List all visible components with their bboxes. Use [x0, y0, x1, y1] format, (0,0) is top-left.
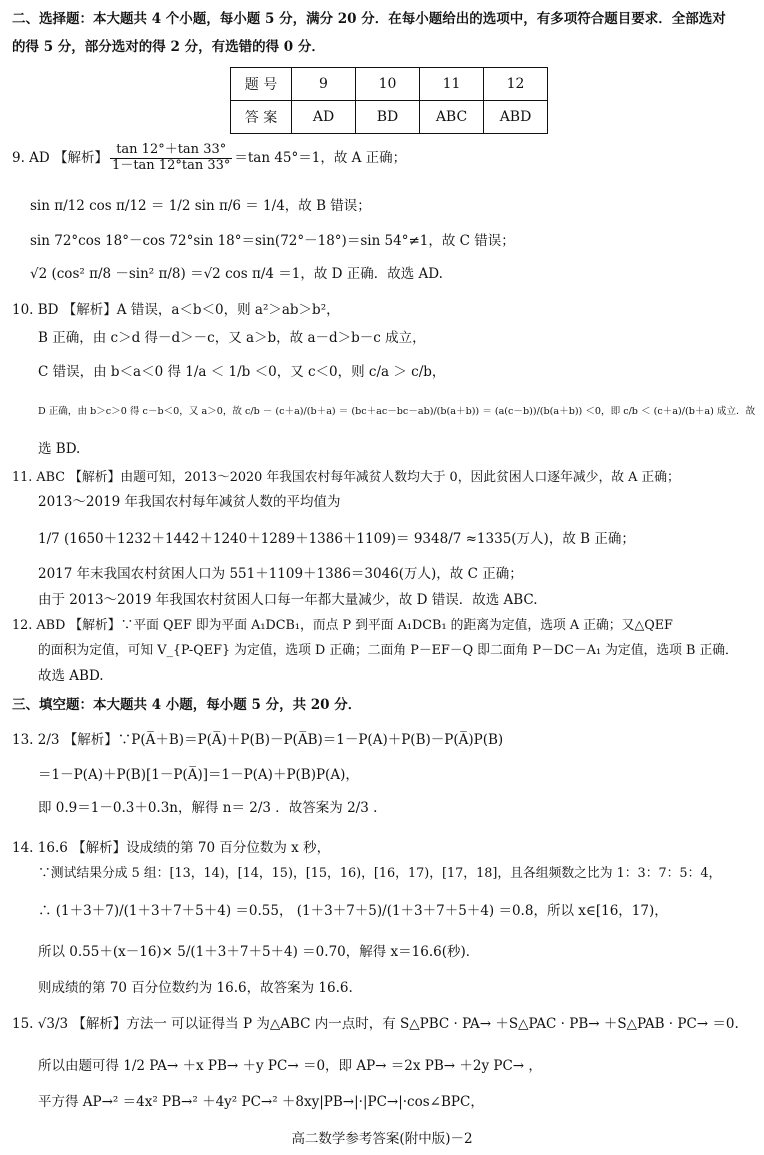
q11-line4: 2017 年末我国农村贫困人口为 551＋1109＋1386＝3046(万人)，故 C 正确；	[38, 566, 523, 582]
section3-heading: 三、填空题：本大题共 4 小题，每小题 5 分，共 20 分．	[12, 697, 362, 713]
q14-line2: ∵测试结果分成 5 组：[13，14)，[14，15)，[15，16)，[16，17)，[17，18]，且各组频数之比为 1：3：7：5：4，	[38, 866, 722, 881]
q9-line2: sin π/12 cos π/12 ＝ 1/2 sin π/6 ＝ 1/4，故 B 错误；	[30, 198, 371, 214]
section2-heading-line2: 的得 5 分，部分选对的得 2 分，有选错的得 0 分．	[12, 39, 325, 55]
table-cell-number: 11	[420, 68, 484, 101]
table-cell-answer: BD	[356, 101, 420, 134]
q10-line2: B 正确，由 c＞d 得－d＞－c，又 a＞b，故 a－d＞b－c 成立，	[38, 330, 426, 346]
q9-fraction	[110, 143, 232, 174]
q12-line3: 故选 ABD.	[38, 668, 104, 684]
q9-line3: sin 72°cos 18°－cos 72°sin 18°＝sin(72°－18°)＝sin 54°≠1，故 C 错误；	[30, 233, 515, 249]
q13-line3: 即 0.9＝1－0.3＋0.3n，解得 n＝ 2/3 ．故答案为 2/3 .	[38, 800, 378, 816]
q14-line4: 所以 0.55＋(x－16)× 5/(1＋3＋7＋5＋4) ＝0.70，解得 x＝16.6(秒)．	[38, 944, 480, 960]
q11-line5: 由于 2013～2019 年我国农村贫困人口每一年都大量减少，故 D 错误．故选 ABC.	[38, 592, 538, 608]
q15-line1: 15. √3/3 【解析】方法一 可以证得当 P 为△ABC 内一点时，有 S△PBC · PA→ ＋S△PAC · PB→ ＋S△PAB · PC→ ＝0.	[12, 1016, 739, 1032]
table-cell-number: 10	[356, 68, 420, 101]
q14-line3: ∴ (1＋3＋7)/(1＋3＋7＋5＋4) ＝0.55， (1＋3＋7＋5)/(1＋3＋7＋5＋4) ＝0.8，所以 x∈[16，17)，	[38, 903, 668, 919]
table-cell-answer: ABD	[484, 101, 548, 134]
q9-frac-num: tan 12°＋tan 33°	[110, 143, 232, 159]
table-cell-answer: AD	[292, 101, 356, 134]
q13-line1: 13. 2/3 【解析】∵P(A̅＋B)＝P(A̅)＋P(B)－P(A̅B)＝1－P(A)＋P(B)－P(A̅)P(B)	[12, 732, 504, 748]
q9-prefix: 9. AD 【解析】	[12, 149, 109, 166]
page-footer: 高二数学参考答案(附中版)－2	[291, 1131, 473, 1147]
section2-heading-line1: 二、选择题：本大题共 4 个小题，每小题 5 分，满分 20 分．在每小题给出的选项中，有多项符合题目要求．全部选对	[12, 11, 726, 27]
table-cell-number: 9	[292, 68, 356, 101]
table-header-label: 题 号	[231, 68, 292, 101]
answer-table	[230, 67, 548, 134]
q9-line1	[12, 143, 406, 174]
table-cell-number: 12	[484, 68, 548, 101]
q11-line2: 2013～2019 年我国农村每年减贫人数的平均值为	[38, 494, 341, 510]
answer-table-header-row	[231, 68, 548, 101]
q9-line4: √2 (cos² π/8 －sin² π/8) ＝√2 cos π/4 ＝1，故 D 正确．故选 AD.	[30, 266, 443, 282]
table-answer-label: 答 案	[231, 101, 292, 134]
q9-frac-den: 1－tan 12°tan 33°	[112, 157, 231, 173]
q13-line2: ＝1－P(A)＋P(B)[1－P(A̅)]＝1－P(A)＋P(B)P(A)，	[38, 767, 359, 783]
q12-line2: 的面积为定值，可知 V_{P-QEF} 为定值，选项 D 正确；二面角 P－EF－Q 即二面角 P－DC－A₁ 为定值，选项 B 正确．	[38, 643, 738, 658]
q15-line3: 平方得 AP→² ＝4x² PB→² ＋4y² PC→² ＋8xy|PB→|·|PC→|·cos∠BPC，	[38, 1094, 484, 1110]
q11-line3: 1/7 (1650＋1232＋1442＋1240＋1289＋1386＋1109)＝ 9348/7 ≈1335(万人)，故 B 正确；	[38, 531, 635, 547]
q11-line1: 11. ABC 【解析】由题可知，2013～2020 年我国农村每年减贫人数均大于 0，因此贫困人口逐年减少，故 A 正确；	[12, 470, 680, 485]
q10-line5: 选 BD.	[38, 441, 81, 457]
q12-line1: 12. ABD 【解析】∵平面 QEF 即为平面 A₁DCB₁，而点 P 到平面 A₁DCB₁ 的距离为定值，选项 A 正确；又△QEF	[12, 618, 673, 633]
table-cell-answer: ABC	[420, 101, 484, 134]
q9-after: ＝tan 45°＝1，故 A 正确；	[234, 149, 407, 166]
q14-line1: 14. 16.6 【解析】设成绩的第 70 百分位数为 x 秒，	[12, 840, 331, 856]
q10-line3: C 错误，由 b＜a＜0 得 1/a ＜ 1/b ＜0，又 c＜0，则 c/a ＞ c/b，	[38, 364, 446, 380]
q10-line1: 10. BD 【解析】A 错误，a＜b＜0，则 a²＞ab＞b²，	[12, 302, 340, 318]
q14-line5: 则成绩的第 70 百分位数约为 16.6，故答案为 16.6.	[38, 980, 353, 996]
q10-line4: D 正确，由 b＞c＞0 得 c－b＜0，又 a＞0，故 c/b － (c＋a)/(b＋a) ＝ (bc＋ac－bc－ab)/(b(a＋b)) ＝ (a(c－b))/(b(a＋b)) ＜0，即 c/b ＜ (c＋a)/(b＋a) 成立．故	[38, 406, 756, 417]
q15-line2: 所以由题可得 1/2 PA→ ＋x PB→ ＋y PC→ ＝0，即 AP→ ＝2x PB→ ＋2y PC→ ，	[38, 1058, 542, 1074]
answer-table-answer-row	[231, 101, 548, 134]
